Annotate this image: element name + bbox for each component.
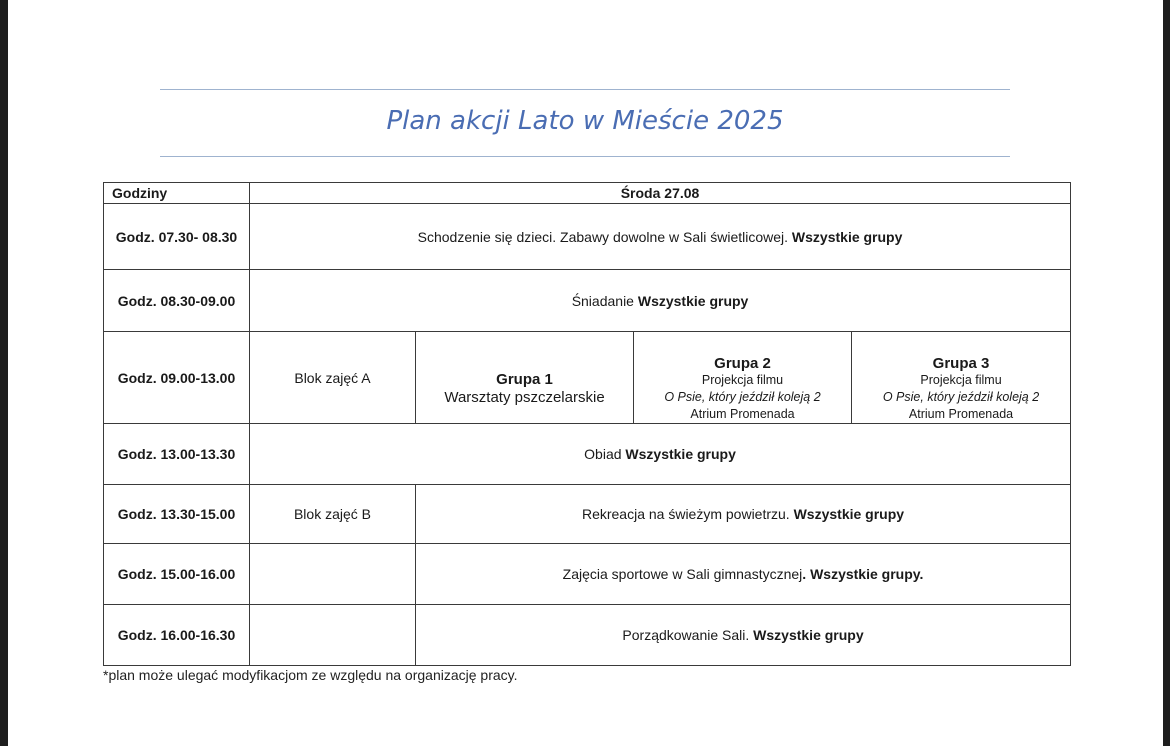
row-activity [416, 605, 1071, 666]
footnote: *plan może ulegać modyfikacjom ze względu na organizację pracy. [103, 667, 518, 683]
group-name: Grupa 2 [714, 354, 771, 372]
row-time: Godz. 08.30-09.00 [104, 270, 250, 332]
row-time: Godz. 16.00-16.30 [104, 605, 250, 666]
table-row [104, 424, 1071, 485]
row-activity [250, 424, 1071, 485]
group-film-title: O Psie, który jeździł koleją 2 [882, 389, 1040, 404]
activity-groups: Wszystkie grupy [625, 446, 736, 462]
block-label [250, 605, 416, 666]
row-time: Godz. 09.00-13.00 [104, 332, 250, 424]
group-activity: Projekcja filmu [920, 372, 1002, 387]
row-activity [416, 485, 1071, 544]
table-row [104, 332, 1071, 424]
activity-groups: Wszystkie grupy [791, 228, 903, 245]
group-location: Atrium Promenada [908, 406, 1014, 421]
table-header-row [104, 183, 1071, 204]
row-time: Godz. 13.00-13.30 [104, 424, 250, 485]
group-name: Grupa 1 [496, 370, 553, 388]
row-activity [250, 270, 1071, 332]
row-time: Godz. 15.00-16.00 [104, 544, 250, 605]
table-row [104, 605, 1071, 666]
block-label: Blok zajęć B [250, 485, 416, 544]
activity-text: Śniadanie [571, 292, 638, 309]
row-time: Godz. 07.30- 08.30 [104, 204, 250, 270]
scan-edge-left [0, 0, 8, 746]
activity-groups: Wszystkie grupy [637, 292, 749, 309]
table-row [104, 485, 1071, 544]
title-rule-top [160, 89, 1010, 90]
group-activity: Warsztaty pszczelarskie [444, 388, 605, 406]
row-time: Godz. 13.30-15.00 [104, 485, 250, 544]
row-activity [250, 204, 1071, 270]
activity-groups: Wszystkie grupy [793, 506, 905, 522]
block-label: Blok zajęć A [250, 332, 416, 424]
block-label [250, 544, 416, 605]
page-title: Plan akcji Lato w Mieście 2025 [386, 106, 784, 136]
schedule-table [103, 182, 1071, 666]
row-activity [416, 544, 1071, 605]
activity-groups: . Wszystkie grupy. [802, 566, 924, 582]
table-row [104, 544, 1071, 605]
group-1-cell [416, 332, 634, 424]
activity-text: Zajęcia sportowe w Sali gimnastycznej [562, 566, 803, 582]
title-rule-bottom [160, 156, 1010, 157]
activity-text: Porządkowanie Sali. [622, 627, 754, 643]
scan-edge-right [1163, 0, 1170, 746]
table-row [104, 270, 1071, 332]
group-activity: Projekcja filmu [701, 372, 784, 387]
activity-groups: Wszystkie grupy [753, 627, 864, 643]
group-3-cell [852, 332, 1071, 424]
header-hours: Godziny [104, 183, 250, 204]
activity-text: Rekreacja na świeżym powietrzu. [581, 506, 794, 522]
group-name: Grupa 3 [932, 354, 990, 372]
activity-text: Schodzenie się dzieci. Zabawy dowolne w Sali świetlicowej. [417, 228, 792, 245]
group-film-title: O Psie, który jeździł koleją 2 [664, 389, 821, 404]
group-2-cell [634, 332, 852, 424]
activity-text: Obiad [584, 446, 626, 462]
group-location: Atrium Promenada [690, 406, 795, 421]
header-day: Środa 27.08 [250, 183, 1071, 204]
table-row [104, 204, 1071, 270]
